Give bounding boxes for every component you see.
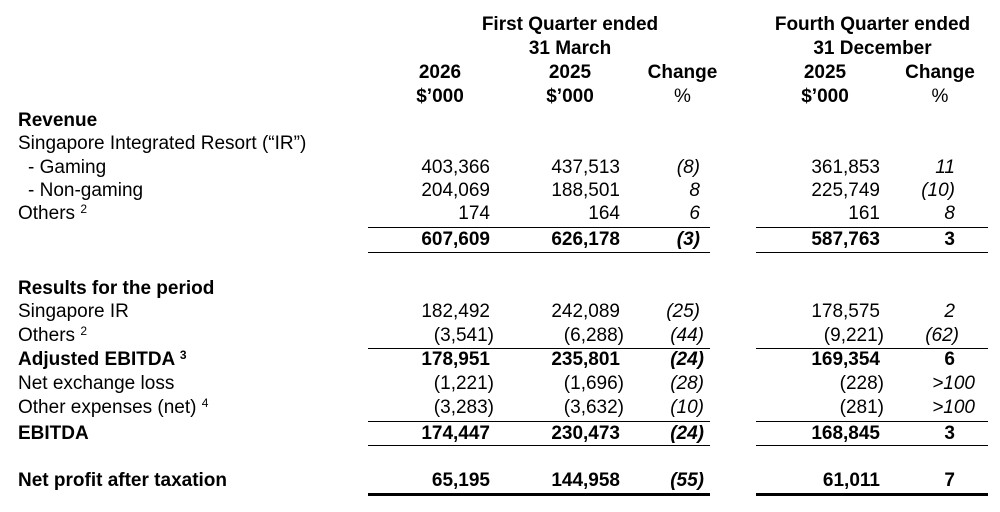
cell-gaming-q4-change: 11	[935, 157, 955, 178]
cell-ebitda-2026: 174,447	[421, 423, 490, 444]
cell-net-profit-2025: 144,958	[551, 470, 620, 491]
group-header-first-quarter: First Quarter ended	[481, 14, 659, 35]
section-title-revenue: Revenue	[18, 110, 98, 131]
cell-gaming-change: (8)	[676, 157, 700, 178]
col-e-unit: %	[931, 86, 949, 107]
cell-net-profit-q4-change: 7	[944, 470, 955, 491]
divider-line	[368, 227, 710, 228]
divider-line	[756, 421, 988, 422]
cell-singapore-ir-q4-change: 2	[944, 301, 955, 322]
cell-adjusted-ebitda-2025: 235,801	[551, 349, 620, 370]
divider-line	[368, 252, 710, 253]
cell-others-q4: 161	[848, 203, 880, 224]
cell-revenue-total-2026: 607,609	[421, 229, 490, 250]
col-e-label: Change	[905, 62, 975, 83]
cell-gaming-2026: 403,366	[421, 157, 490, 178]
group-header-fourth-quarter-date: 31 December	[813, 38, 932, 59]
cell-non-gaming-q4-change: (10)	[921, 180, 955, 201]
section-title-results: Results for the period	[18, 278, 215, 299]
cell-others-2025: 164	[588, 203, 620, 224]
row-label-ebitda: EBITDA	[18, 423, 89, 444]
divider-line	[756, 252, 988, 253]
double-underline	[368, 493, 710, 496]
cell-ebitda-q4: 168,845	[811, 423, 880, 444]
col-b-unit: $’000	[546, 86, 594, 107]
cell-revenue-total-2025: 626,178	[551, 229, 620, 250]
row-label-net-profit: Net profit after taxation	[18, 470, 228, 491]
cell-net-profit-q4: 61,011	[822, 470, 880, 491]
footnote-marker: 4	[201, 396, 209, 410]
divider-line	[756, 445, 988, 446]
cell-others-results-change: (44)	[670, 325, 704, 346]
row-label-gaming: - Gaming	[28, 157, 107, 178]
cell-ebitda-2025: 230,473	[551, 423, 620, 444]
row-label-others-revenue: Others $^2$	[18, 202, 87, 224]
cell-non-gaming-change: 8	[689, 180, 700, 201]
cell-others-change: 6	[689, 203, 700, 224]
row-label-non-gaming: - Non-gaming	[28, 180, 144, 201]
cell-others-results-2025: (6,288)	[563, 325, 624, 346]
divider-line	[368, 445, 710, 446]
cell-non-gaming-q4: 225,749	[811, 180, 880, 201]
cell-revenue-total-q4-change: 3	[944, 229, 955, 250]
col-d-year: 2025	[803, 62, 847, 83]
row-label-net-exchange-loss: Net exchange loss	[18, 373, 175, 394]
cell-revenue-total-change: (3)	[676, 229, 700, 250]
cell-net-exchange-loss-q4-change: >100	[932, 373, 975, 394]
col-d-unit: $’000	[801, 86, 849, 107]
double-underline	[756, 493, 988, 496]
row-label-singapore-ir: Singapore IR	[18, 301, 129, 322]
cell-net-exchange-loss-2025: (1,696)	[563, 373, 624, 394]
col-c-unit: %	[674, 86, 691, 107]
section-subtitle-singapore-ir: Singapore Integrated Resort (“IR”)	[18, 133, 307, 154]
cell-other-expenses-change: (10)	[670, 397, 704, 418]
row-label-other-expenses: Other expenses (net) $^4$	[18, 396, 209, 418]
cell-others-q4-change: 8	[944, 203, 955, 224]
footnote-marker: 3	[179, 348, 187, 362]
row-label-adjusted-ebitda: Adjusted EBITDA $^3$	[18, 348, 187, 370]
cell-adjusted-ebitda-q4-change: 6	[944, 349, 955, 370]
cell-other-expenses-q4: (281)	[839, 397, 884, 418]
cell-ebitda-q4-change: 3	[944, 423, 955, 444]
cell-other-expenses-q4-change: >100	[932, 397, 975, 418]
row-label-others-results: Others $^2$	[18, 324, 87, 346]
footnote-marker: 2	[80, 202, 87, 216]
cell-non-gaming-2026: 204,069	[421, 180, 490, 201]
cell-singapore-ir-change: (25)	[666, 301, 700, 322]
cell-singapore-ir-q4: 178,575	[811, 301, 880, 322]
footnote-marker: 2	[80, 324, 87, 338]
cell-other-expenses-2025: (3,632)	[563, 397, 624, 418]
cell-adjusted-ebitda-2026: 178,951	[421, 349, 490, 370]
cell-others-results-q4-change: (62)	[925, 325, 959, 346]
cell-others-results-q4: (9,221)	[823, 325, 884, 346]
cell-gaming-q4: 361,853	[811, 157, 880, 178]
group-header-fourth-quarter: Fourth Quarter ended	[774, 14, 971, 35]
col-a-year: 2026	[418, 62, 462, 83]
cell-others-2026: 174	[458, 203, 490, 224]
cell-net-profit-2026: 65,195	[431, 470, 490, 491]
cell-non-gaming-2025: 188,501	[551, 180, 620, 201]
cell-revenue-total-q4: 587,763	[811, 229, 880, 250]
cell-net-exchange-loss-q4: (228)	[839, 373, 884, 394]
cell-ebitda-change: (24)	[670, 423, 704, 444]
cell-others-results-2026: (3,541)	[433, 325, 494, 346]
col-b-year: 2025	[548, 62, 592, 83]
divider-line	[368, 421, 710, 422]
divider-line	[756, 227, 988, 228]
cell-singapore-ir-2025: 242,089	[551, 301, 620, 322]
cell-gaming-2025: 437,513	[551, 157, 620, 178]
cell-other-expenses-2026: (3,283)	[433, 397, 494, 418]
cell-net-exchange-loss-change: (28)	[670, 373, 704, 394]
cell-adjusted-ebitda-change: (24)	[670, 349, 704, 370]
col-c-label: Change	[647, 62, 718, 83]
cell-adjusted-ebitda-q4: 169,354	[811, 349, 880, 370]
col-a-unit: $’000	[416, 86, 464, 107]
cell-net-exchange-loss-2026: (1,221)	[433, 373, 494, 394]
group-header-first-quarter-date: 31 March	[528, 38, 612, 59]
cell-net-profit-change: (55)	[670, 470, 704, 491]
cell-singapore-ir-2026: 182,492	[421, 301, 490, 322]
